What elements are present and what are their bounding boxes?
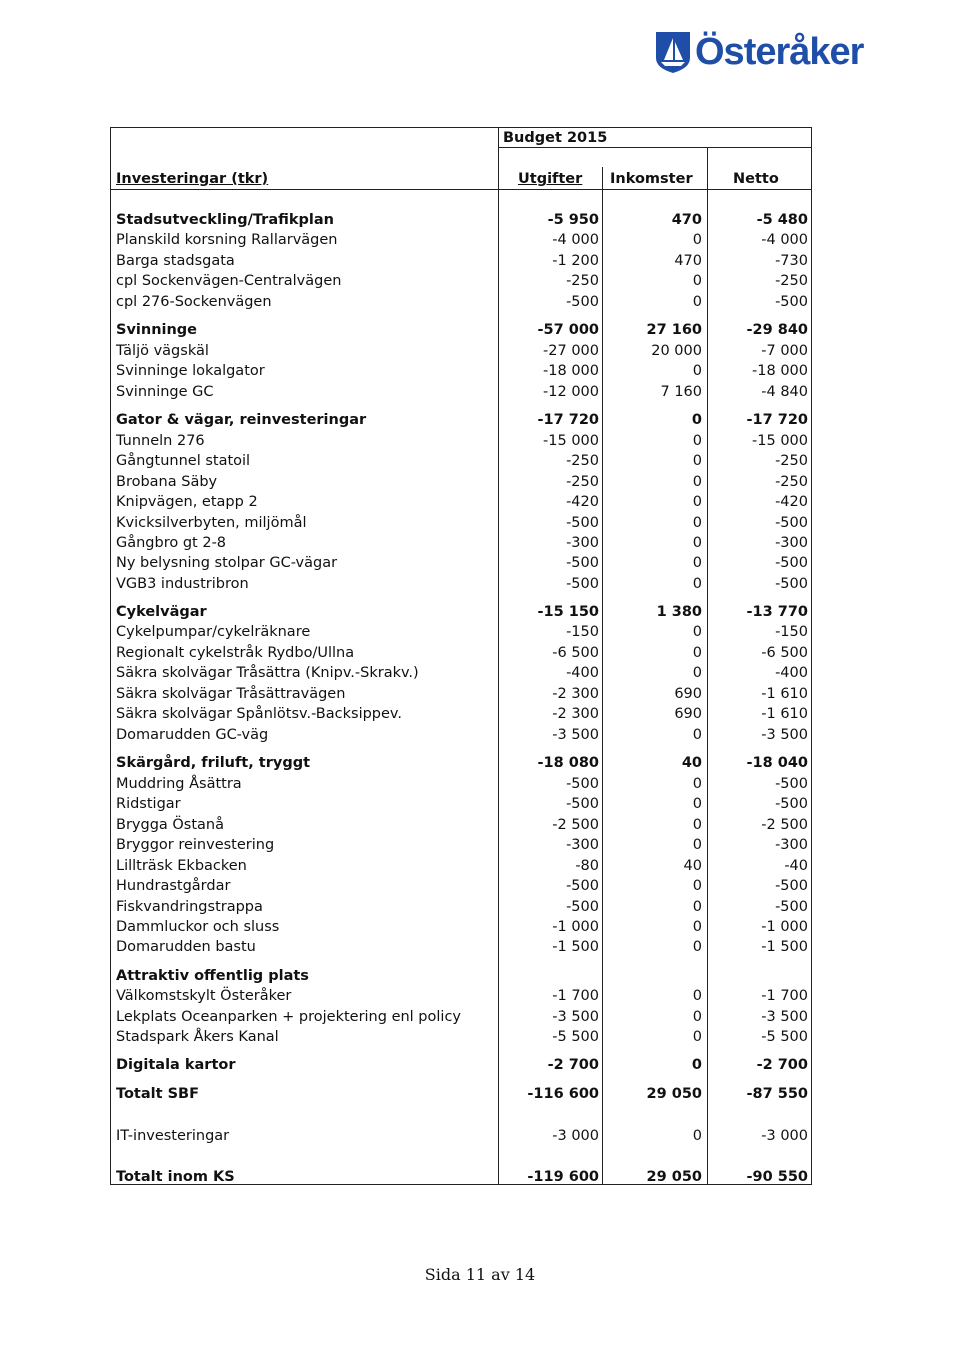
netto-cell: -2 700 [756, 1057, 808, 1073]
inkomster-cell: 0 [692, 919, 702, 935]
netto-cell: -1 500 [761, 939, 808, 955]
inkomster-cell: 0 [692, 776, 702, 792]
utgifter-cell: -420 [566, 494, 599, 510]
netto-cell: -250 [775, 273, 808, 289]
row-label: Säkra skolvägar Tråsättravägen [116, 686, 346, 702]
netto-cell: -1 610 [761, 686, 808, 702]
netto-cell: -150 [775, 624, 808, 640]
utgifter-cell: -300 [566, 837, 599, 853]
netto-cell: -400 [775, 665, 808, 681]
utgifter-cell: -400 [566, 665, 599, 681]
row-label: Barga stadsgata [116, 253, 235, 269]
row-label: Ny belysning stolpar GC-vägar [116, 555, 338, 571]
inkomster-cell: 0 [692, 1009, 702, 1025]
row-label: Brobana Säby [116, 474, 218, 490]
row-label: Svinninge lokalgator [116, 363, 265, 379]
page-number: Sida 11 av 14 [424, 1265, 536, 1284]
section-heading: Attraktiv offentlig plats [116, 968, 309, 984]
netto-cell: -420 [775, 494, 808, 510]
utgifter-cell: -5 500 [552, 1029, 599, 1045]
row-label: Bryggor reinvestering [116, 837, 275, 853]
utgifter-cell: -18 000 [543, 363, 599, 379]
row-label: Lillträsk Ekbacken [116, 858, 247, 874]
netto-cell: -7 000 [761, 343, 808, 359]
row-label: Hundrastgårdar [116, 878, 231, 894]
utgifter-cell: -1 500 [552, 939, 599, 955]
section-heading: Totalt SBF [116, 1086, 199, 1102]
utgifter-cell: -6 500 [552, 645, 599, 661]
row-label: Säkra skolvägar Spånlötsv.-Backsippev. [116, 706, 402, 722]
inkomster-cell: 0 [692, 232, 702, 248]
netto-cell: -6 500 [761, 645, 808, 661]
netto-cell: -500 [775, 294, 808, 310]
inkomster-cell: 0 [692, 363, 702, 379]
inkomster-cell: 0 [692, 899, 702, 915]
inkomster-cell: 0 [692, 433, 702, 449]
row-label: Välkomstskylt Österåker [116, 988, 292, 1004]
row-label: Brygga Östanå [116, 817, 225, 833]
utgifter-cell: -500 [566, 878, 599, 894]
utgifter-cell: -5 950 [547, 212, 599, 228]
utgifter-cell: -500 [566, 899, 599, 915]
netto-cell: -500 [775, 555, 808, 571]
inkomster-cell: 0 [692, 515, 702, 531]
utgifter-cell: -500 [566, 515, 599, 531]
inkomster-cell: 29 050 [646, 1169, 702, 1185]
column-header-inkomster: Inkomster [610, 171, 693, 187]
row-label: cpl 276-Sockenvägen [116, 294, 272, 310]
utgifter-cell: -15 150 [537, 604, 599, 620]
netto-cell: -300 [775, 535, 808, 551]
utgifter-cell: -119 600 [527, 1169, 599, 1185]
utgifter-cell: -1 700 [552, 988, 599, 1004]
netto-cell: -500 [775, 899, 808, 915]
row-label: Domarudden GC-väg [116, 727, 269, 743]
inkomster-cell: 0 [692, 576, 702, 592]
netto-cell: -250 [775, 453, 808, 469]
row-label: Regionalt cykelstråk Rydbo/Ullna [116, 645, 355, 661]
row-label: Svinninge GC [116, 384, 214, 400]
netto-cell: -1 000 [761, 919, 808, 935]
netto-cell: -3 500 [761, 727, 808, 743]
section-heading: Digitala kartor [116, 1057, 236, 1073]
inkomster-cell: 20 000 [651, 343, 702, 359]
row-label: Täljö vägskäl [116, 343, 209, 359]
utgifter-cell: -2 300 [552, 706, 599, 722]
netto-cell: -500 [775, 515, 808, 531]
inkomster-cell: 29 050 [646, 1086, 702, 1102]
inkomster-cell: 0 [692, 535, 702, 551]
netto-cell: -500 [775, 796, 808, 812]
inkomster-cell: 40 [681, 755, 702, 771]
row-label: Knipvägen, etapp 2 [116, 494, 258, 510]
utgifter-cell: -15 000 [543, 433, 599, 449]
netto-cell: -15 000 [752, 433, 808, 449]
netto-cell: -40 [784, 858, 808, 874]
inkomster-cell: 0 [692, 1128, 702, 1144]
inkomster-cell: 0 [692, 273, 702, 289]
row-label: Fiskvandringstrappa [116, 899, 263, 915]
row-label: Domarudden bastu [116, 939, 256, 955]
netto-cell: -1 610 [761, 706, 808, 722]
column-header-utgifter: Utgifter [518, 171, 583, 187]
netto-cell: -18 000 [752, 363, 808, 379]
row-label: IT-investeringar [116, 1128, 230, 1144]
column-divider [498, 127, 499, 1185]
row-label: Ridstigar [116, 796, 181, 812]
inkomster-cell: 0 [692, 294, 702, 310]
row-label: Säkra skolvägar Tråsättra (Knipv.-Skrakv.) [116, 665, 419, 681]
utgifter-cell: -500 [566, 776, 599, 792]
netto-cell: -5 480 [756, 212, 808, 228]
netto-cell: -500 [775, 576, 808, 592]
utgifter-cell: -80 [575, 858, 599, 874]
utgifter-cell: -3 000 [552, 1128, 599, 1144]
netto-cell: -500 [775, 878, 808, 894]
netto-cell: -3 000 [761, 1128, 808, 1144]
utgifter-cell: -500 [566, 294, 599, 310]
utgifter-cell: -300 [566, 535, 599, 551]
netto-cell: -4 000 [761, 232, 808, 248]
column-header-netto: Netto [733, 171, 779, 187]
netto-cell: -500 [775, 776, 808, 792]
section-heading: Stadsutveckling/Trafikplan [116, 212, 334, 228]
row-label: Gångbro gt 2-8 [116, 535, 227, 551]
column-divider [602, 167, 603, 1185]
inkomster-cell: 0 [692, 645, 702, 661]
netto-cell: -90 550 [746, 1169, 808, 1185]
inkomster-cell: 0 [692, 878, 702, 894]
netto-cell: -87 550 [746, 1086, 808, 1102]
row-label: Muddring Åsättra [116, 776, 242, 792]
utgifter-cell: -4 000 [552, 232, 599, 248]
utgifter-cell: -500 [566, 576, 599, 592]
netto-cell: -17 720 [746, 412, 808, 428]
utgifter-cell: -3 500 [552, 727, 599, 743]
netto-cell: -4 840 [761, 384, 808, 400]
section-heading: Svinninge [116, 322, 198, 338]
inkomster-cell: 40 [683, 858, 702, 874]
inkomster-cell: 0 [692, 1029, 702, 1045]
section-heading: Skärgård, friluft, tryggt [116, 755, 311, 771]
row-label: Gångtunnel statoil [116, 453, 251, 469]
utgifter-cell: -116 600 [527, 1086, 599, 1102]
row-label: Dammluckor och sluss [116, 919, 280, 935]
utgifter-cell: -250 [566, 453, 599, 469]
inkomster-cell: 0 [692, 796, 702, 812]
inkomster-cell: 690 [674, 706, 702, 722]
osteraker-logo [654, 30, 863, 74]
inkomster-cell: 470 [671, 212, 702, 228]
row-label: Kvicksilverbyten, miljömål [116, 515, 307, 531]
row-label: Tunneln 276 [116, 433, 205, 449]
utgifter-cell: -500 [566, 555, 599, 571]
utgifter-cell: -3 500 [552, 1009, 599, 1025]
section-heading: Cykelvägar [116, 604, 207, 620]
utgifter-cell: -18 080 [537, 755, 599, 771]
inkomster-cell: 27 160 [646, 322, 702, 338]
inkomster-cell: 0 [692, 494, 702, 510]
netto-cell: -18 040 [746, 755, 808, 771]
osteraker-shield-icon [654, 30, 692, 74]
utgifter-cell: -150 [566, 624, 599, 640]
inkomster-cell: 0 [692, 665, 702, 681]
inkomster-cell: 0 [692, 474, 702, 490]
inkomster-cell: 0 [692, 817, 702, 833]
utgifter-cell: -2 700 [547, 1057, 599, 1073]
netto-cell: -29 840 [746, 322, 808, 338]
column-header-label: Investeringar (tkr) [116, 171, 269, 187]
inkomster-cell: 0 [691, 1057, 702, 1073]
inkomster-cell: 0 [692, 453, 702, 469]
utgifter-cell: -2 500 [552, 817, 599, 833]
netto-cell: -250 [775, 474, 808, 490]
inkomster-cell: 0 [692, 727, 702, 743]
utgifter-cell: -250 [566, 273, 599, 289]
inkomster-cell: 690 [674, 686, 702, 702]
row-label: Lekplats Oceanparken + projektering enl policy [116, 1009, 461, 1025]
row-label: Planskild korsning Rallarvägen [116, 232, 338, 248]
netto-cell: -1 700 [761, 988, 808, 1004]
utgifter-cell: -500 [566, 796, 599, 812]
netto-cell: -730 [775, 253, 808, 269]
netto-cell: -13 770 [746, 604, 808, 620]
row-label: Stadspark Åkers Kanal [116, 1029, 279, 1045]
inkomster-cell: 0 [692, 939, 702, 955]
utgifter-cell: -12 000 [543, 384, 599, 400]
utgifter-cell: -2 300 [552, 686, 599, 702]
inkomster-cell: 7 160 [660, 384, 702, 400]
inkomster-cell: 0 [692, 624, 702, 640]
logo-text: Österåker [695, 31, 864, 73]
inkomster-cell: 470 [674, 253, 702, 269]
inkomster-cell: 0 [692, 555, 702, 571]
row-label: cpl Sockenvägen-Centralvägen [116, 273, 342, 289]
column-divider [707, 147, 708, 1185]
utgifter-cell: -57 000 [537, 322, 599, 338]
inkomster-cell: 0 [692, 988, 702, 1004]
row-label: VGB3 industribron [116, 576, 249, 592]
inkomster-cell: 0 [692, 837, 702, 853]
budget-title: Budget 2015 [503, 130, 608, 146]
section-heading: Gator & vägar, reinvesteringar [116, 412, 367, 428]
netto-cell: -2 500 [761, 817, 808, 833]
inkomster-cell: 1 380 [656, 604, 702, 620]
header-bottom-line [110, 189, 812, 190]
netto-cell: -3 500 [761, 1009, 808, 1025]
netto-cell: -5 500 [761, 1029, 808, 1045]
utgifter-cell: -250 [566, 474, 599, 490]
section-heading: Totalt inom KS [116, 1169, 235, 1185]
utgifter-cell: -27 000 [543, 343, 599, 359]
utgifter-cell: -1 200 [552, 253, 599, 269]
utgifter-cell: -1 000 [552, 919, 599, 935]
utgifter-cell: -17 720 [537, 412, 599, 428]
inkomster-cell: 0 [691, 412, 702, 428]
row-label: Cykelpumpar/cykelräknare [116, 624, 311, 640]
netto-cell: -300 [775, 837, 808, 853]
